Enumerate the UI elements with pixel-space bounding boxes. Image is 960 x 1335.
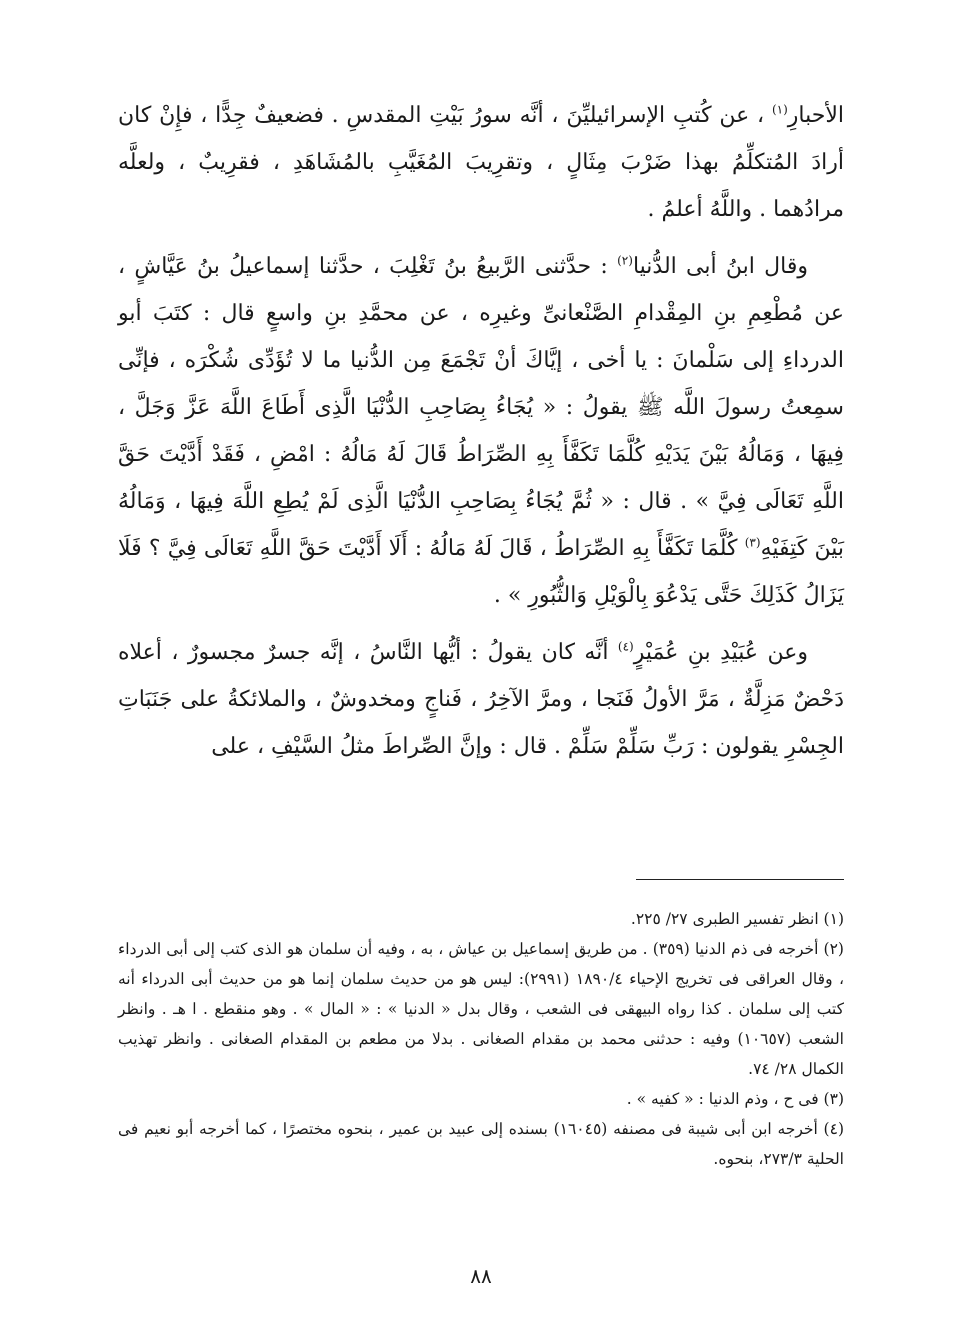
paragraph-1 <box>118 92 844 233</box>
footnote-marker: (٤) <box>617 639 634 654</box>
paragraph-2 <box>118 243 844 619</box>
footnote-3: (٣) فى ح ، وذم الدنيا : « كفيه » . <box>626 1090 844 1108</box>
paragraph-text: : حدَّثنى الرَّبيعُ بنُ تَغْلِبَ ، حدَّثنا إسماعيلُ بنُ عَيَّاشٍ ، عن مُطْعِمِ بنِ المِقْدامِ الصَّنْعانىِّ وغيرِه ، عن محمَّدِ بنِ واسعٍ قال : كتَبَ أبو الدرداءِ إلى سَلْمانَ : يا أخى ، إيَّاكَ أنْ تَجْمَعَ مِن الدُّنيا ما لا تُؤَدِّى شُكْرَه ، فإنِّى سمِعتُ رسولَ اللَّه ﷺ يقولُ : « يُجَاءُ بِصَاحِبِ الدُّنْيَا الَّذِى أَطَاعَ اللَّهَ عَزَّ وَجَلَّ ، فِيهَا ، وَمَالُهُ بَيْنَ يَدَيْهِ كُلَّمَا تَكَفَّأَ بِهِ الصِّرَاطُ قَالَ لَهُ مَالُهُ : امْضِ ، فَقَدْ أَدَّيْتَ حَقَّ اللَّهِ تَعَالَى فِيَّ » . قال : « ثُمَّ يُجَاءُ بِصَاحِبِ الدُّنْيَا الَّذِى لَمْ يُطِعِ اللَّهَ فِيهَا ، وَمَالُهُ بَيْنَ كَتِفَيْهِ <box>118 254 844 561</box>
paragraph-text: أنَّه كان يقولُ : أيُّها النَّاسُ ، إنَّه جسرٌ مجسورٌ ، أعلاه دَحْضٌ مَزِلَّةٌ ، مَرَّ الأولُ فَنَجا ، ومرَّ الآخِرُ ، فَناجٍ ومخدوشٌ ، والملائكةُ على جَنَبَاتِ الجِسْرِ يقولون : رَبِّ سَلِّمْ سَلِّمْ . قال : وإنَّ الصِّراطَ مثلُ السَّيْفِ ، على <box>118 640 844 759</box>
paragraph-text: ، عن كُتبِ الإسرائيليِّنَ ، أنَّه سورُ بَيْتِ المقدسِ . فضعيفٌ جِدًّا ، فإِنْ كان أرادَ المُتكلِّمُ بهذا ضَرْبَ مِثَالٍ ، وتقرِيبَ المُغَيَّبِ بالمُشَاهَدِ ، فقرِيبٌ ، ولعلَّه مرادُهما . واللَّهُ أعلمُ . <box>118 103 844 222</box>
paragraph-text: وعن عُبَيْدِ بنِ عُمَيْرٍ <box>633 640 808 665</box>
page-number: ٨٨ <box>470 1264 492 1288</box>
paragraph-text: كُلَّمَا تَكَفَّأَ بِهِ الصِّرَاطُ ، قَالَ لَهُ مَالُهُ : أَلَا أَدَّيْتَ حَقَّ اللَّهِ تَعَالَى فِيَّ ؟ فَلَا يَزَالُ كَذَلِكَ حَتَّى يَدْعُوَ بِالْوَيْلِ وَالثُّبُورِ » . <box>118 536 844 608</box>
footnote-marker: (٣) <box>744 535 761 550</box>
book-page <box>118 92 844 1312</box>
footnote-marker: (٢) <box>617 253 633 268</box>
footnote-marker: (١) <box>771 102 788 117</box>
footnote-1: (١) انظر تفسير الطبرى ٢٧/ ٢٢٥. <box>630 910 844 928</box>
footnote-4: (٤) أخرجه ابن أبى شيبة فى مصنفه (١٦٠٤٥) بسنده إلى عبيد بن عمير ، بنحوه مختصرًا ، كما أخرجه أبو نعيم فى الحلية ٢٧٣/٣، بنحوه. <box>118 1120 844 1168</box>
footnotes <box>118 904 844 1174</box>
footnote-2: (٢) أخرجه فى ذم الدنيا (٣٥٩) . من طريق إسماعيل بن عياش ، به ، وفيه أن سلمان هو الذى كتب إلى أبى الدرداء ، وقال العراقى فى تخريج الإحياء ١٨٩٠/٤ (٢٩٩١): ليس هو من حديث سلمان إنما هو من حديث أبى الدرداء أنه كتب إلى سلمان . كذا رواه البيهقى فى الشعب ، وقال بدل « الدنيا » : « المال » . وهو منقطع . ا هـ . وانظر الشعب (١٠٦٥٧) وفيه : حدثنى محمد بن مقدام الصغانى . بدلا من مطعم بن المقدام الصغانى . وانظر تهذيب الكمال ٢٨/ ٧٤. <box>118 940 845 1078</box>
paragraph-text: الأحبارِ <box>787 103 844 128</box>
paragraph-text: وقال ابنُ أبى الدُّنيا <box>632 254 808 279</box>
footnote-divider <box>636 879 844 880</box>
paragraph-3 <box>118 629 844 770</box>
main-text <box>118 92 844 770</box>
